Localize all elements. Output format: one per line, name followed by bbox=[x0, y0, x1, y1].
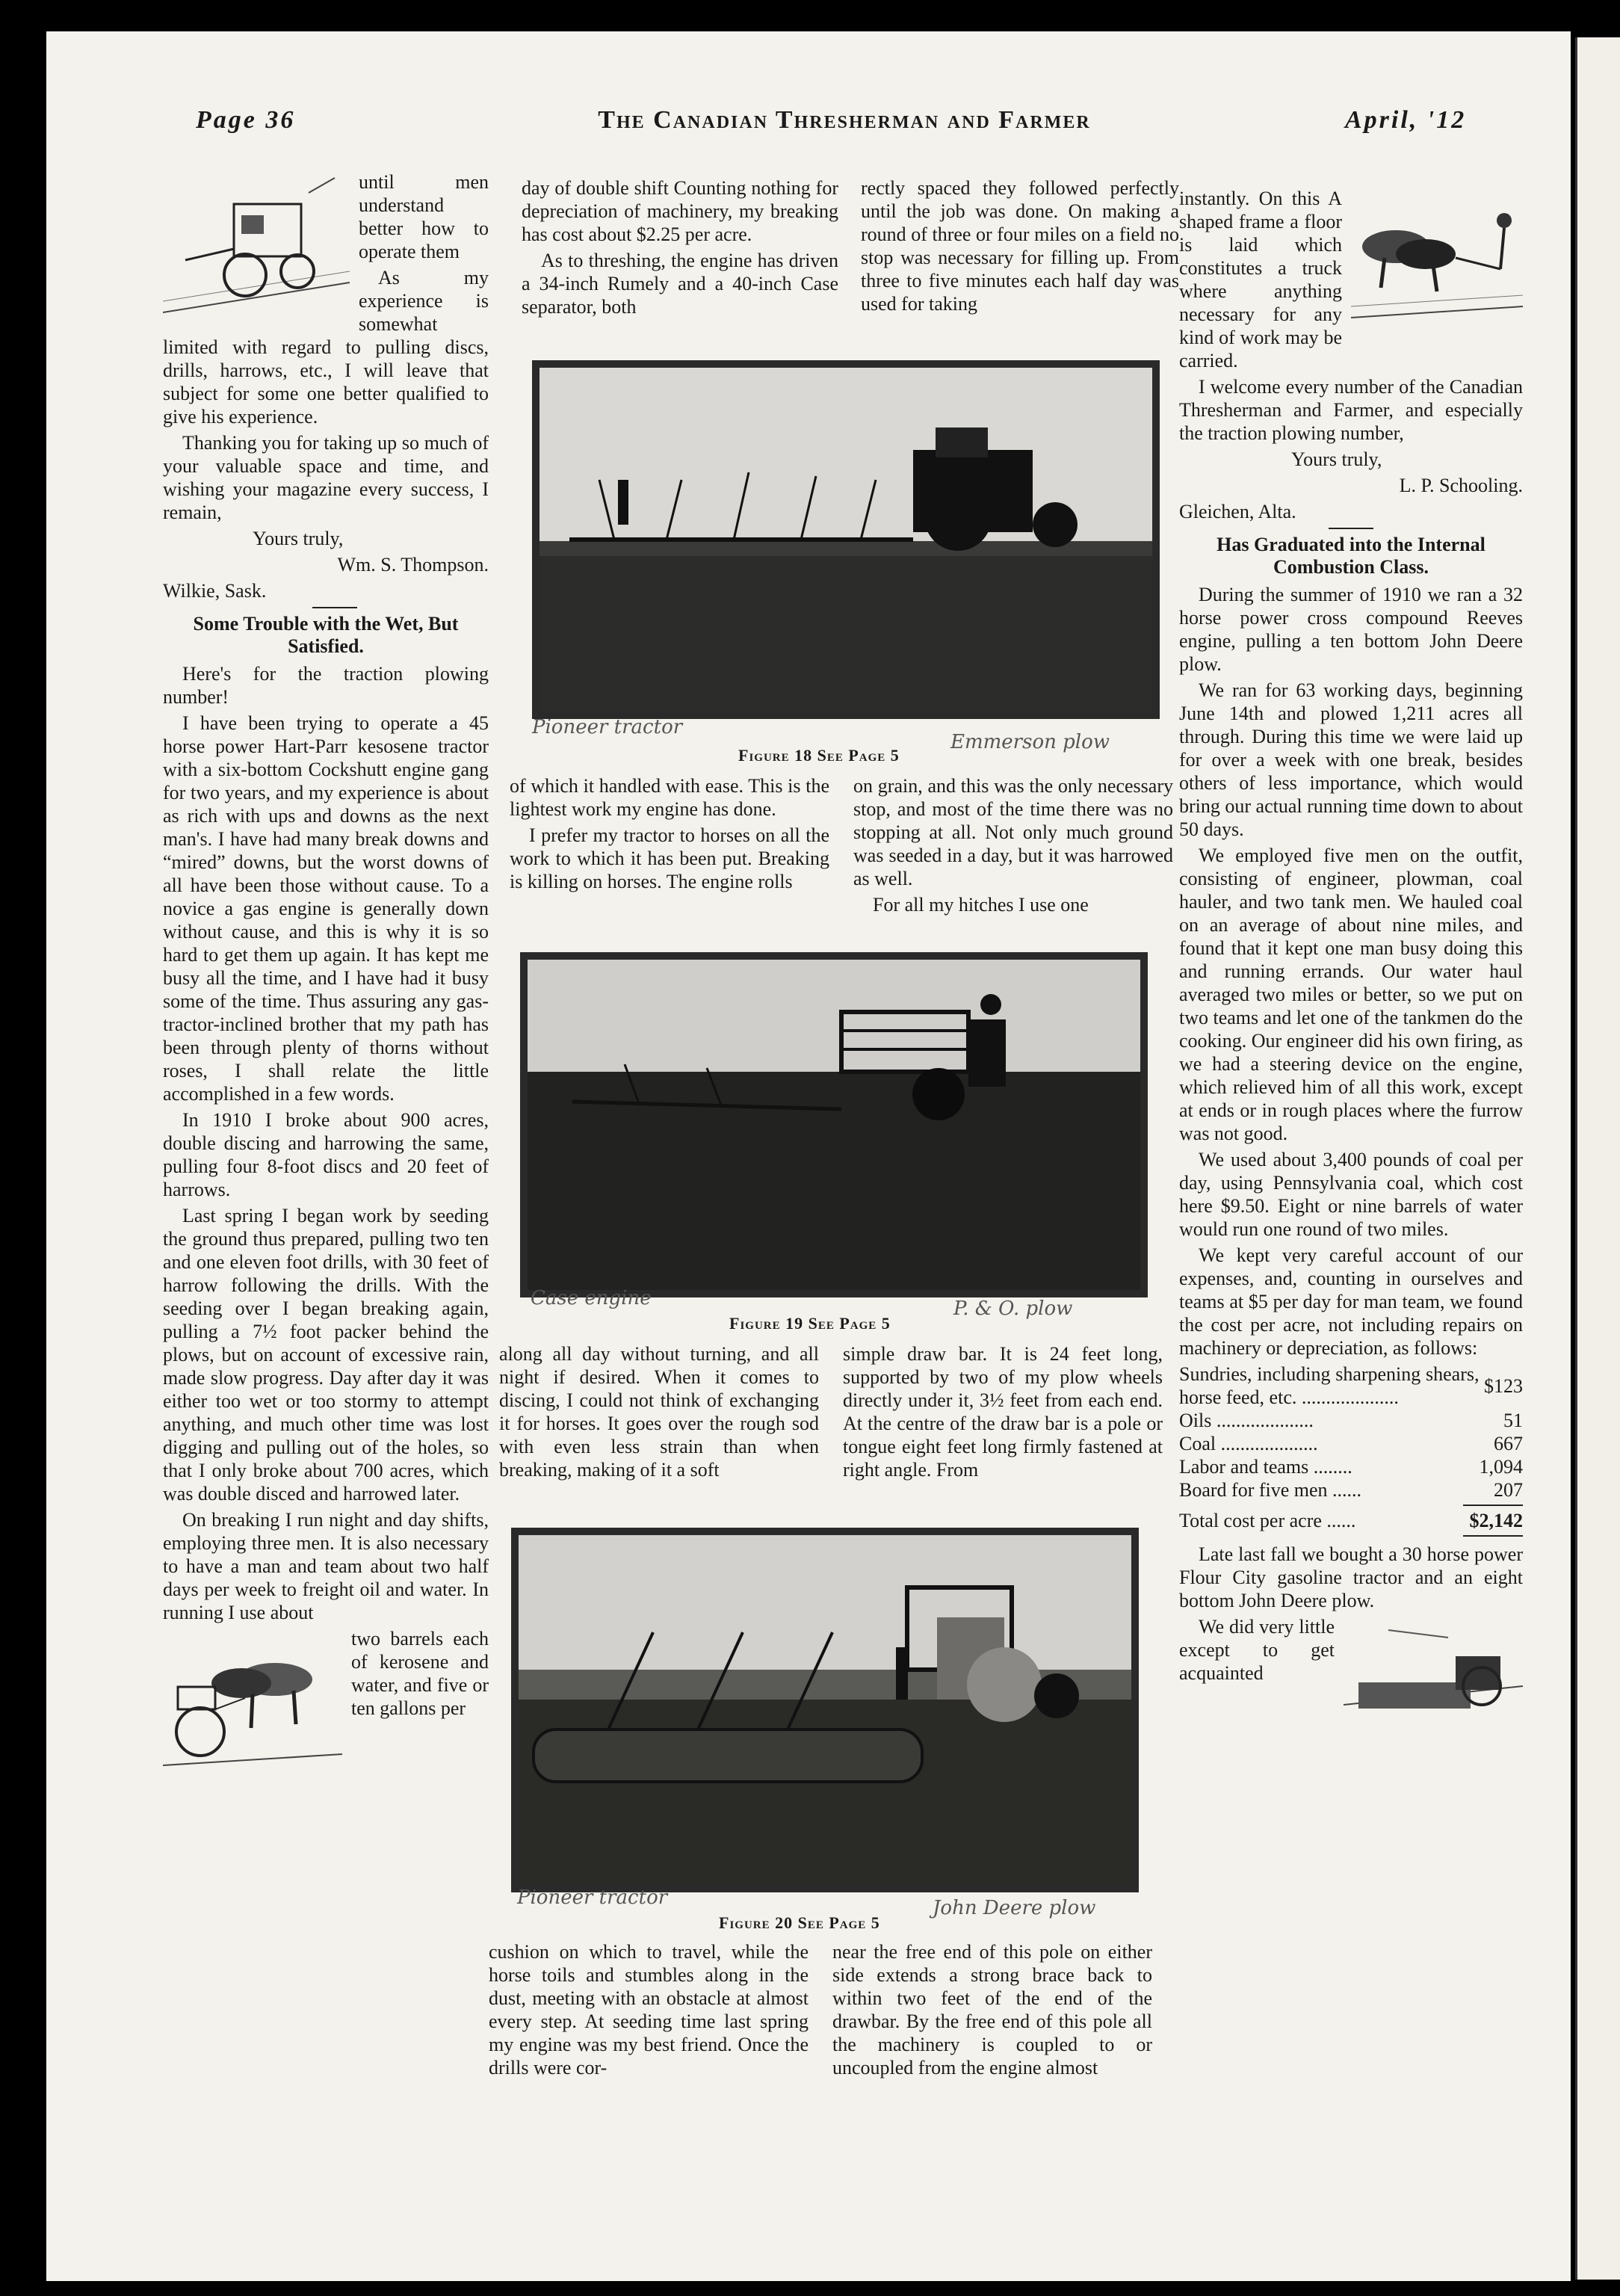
issue-date: April, '12 bbox=[1345, 106, 1467, 134]
figure-20-caption: Figure 20 See Page 5 bbox=[719, 1913, 880, 1932]
col3-mid-text: on grain, and this was the only necessary stop, and most of the time there was no stopping at all. Not only much ground was seeded in a day, but it was harrowed as well. bbox=[853, 775, 1173, 889]
next-page-edge bbox=[1575, 37, 1620, 2280]
col3-mid-text-b: For all my hitches I use one bbox=[873, 894, 1089, 916]
figure-18-note-right: Emmerson plow bbox=[950, 731, 1110, 753]
col4-heading: Has Graduated into the Internal Combustion Class. bbox=[1216, 534, 1485, 578]
figure-19-note-right: P. & O. plow bbox=[953, 1297, 1073, 1320]
figure-20-note-right: John Deere plow bbox=[933, 1897, 1096, 1919]
col4-paragraph-4: We ran for 63 working days, beginning June 14th and plowed 1,211 acres all through. During this time we were laid up for over a week with one break, besides others of less importance, which would bring our actual running time down to about 50 days. bbox=[1179, 679, 1523, 840]
cost-row bbox=[1179, 1363, 1523, 1409]
col4-paragraph-6: We used about 3,400 pounds of coal per day, using Pennsylvania coal, which cost here $9.50. Eight or nine barrels of water would run one round of two miles. bbox=[1179, 1149, 1523, 1240]
cost-row bbox=[1179, 1455, 1523, 1478]
ox-plow-sketch-illustration bbox=[1351, 187, 1523, 329]
cost-label: Coal .................... bbox=[1179, 1433, 1318, 1454]
col2-mid-text: of which it handled with ease. This is the lightest work my engine has done. bbox=[510, 775, 829, 820]
figure-19-caption: Figure 19 See Page 5 bbox=[729, 1314, 891, 1333]
magazine-title: The Canadian Thresherman and Farmer bbox=[598, 106, 1091, 134]
figure-18-photo bbox=[532, 360, 1160, 719]
figure-18-note-left: Pioneer tractor bbox=[532, 716, 683, 738]
cost-amount: 1,094 bbox=[1479, 1456, 1523, 1478]
cost-amount: 667 bbox=[1494, 1433, 1523, 1454]
col4-paragraph-3: During the summer of 1910 we ran a 32 horse power cross compound Reeves engine, pulling a ten bottom John Deere plow. bbox=[1179, 584, 1523, 675]
figure-19-note-left: Case engine bbox=[531, 1287, 652, 1309]
col4-rule bbox=[1329, 528, 1373, 529]
figure-19-photo bbox=[520, 952, 1148, 1297]
col1-paragraph-6: In 1910 I broke about 900 acres, double discing and harrowing the same, pulling four 8-foot discs and 20 feet of harrows. bbox=[163, 1109, 489, 1200]
cost-label: Labor and teams ........ bbox=[1179, 1456, 1352, 1478]
col2-top-text: day of double shift Counting nothing for depreciation of machinery, my breaking has cost about $2.25 per acre. bbox=[522, 177, 838, 245]
tractor-plow-photo bbox=[540, 368, 1152, 712]
cost-label: Sundries, including sharpening shears, horse feed, etc. .................... bbox=[1179, 1363, 1480, 1408]
horse-team-sketch-illustration bbox=[163, 1627, 342, 1777]
col1-heading: Some Trouble with the Wet, But Satisfied. bbox=[193, 613, 459, 657]
col1-sign-yours: Yours truly, bbox=[253, 528, 344, 549]
cost-label: Oils .................... bbox=[1179, 1410, 1314, 1431]
col4-paragraph-2: I welcome every number of the Canadian Thresherman and Farmer, and especially the traction plowing number, bbox=[1179, 376, 1523, 444]
col3-bottom-text: near the free end of this pole on either side extends a strong brace back to within two feet of the end of the drawbar. By the free end of this pole all the machinery is coupled to or uncoupled from the engine almost bbox=[832, 1941, 1152, 2079]
cost-row bbox=[1179, 1409, 1523, 1432]
cost-table bbox=[1179, 1363, 1523, 1502]
col2-top-text-b: As to threshing, the engine has driven a 34-inch Rumely and a 40-inch Case separator, both bbox=[522, 250, 838, 318]
col4-paragraph-9: We did very little except to get acquainted bbox=[1179, 1616, 1335, 1684]
col1-paragraph-9: two barrels each of kerosene and water, and five or ten gallons per bbox=[351, 1628, 489, 1719]
column-3-bottom bbox=[832, 1940, 1152, 2082]
figure-20-note-left: Pioneer tractor bbox=[517, 1886, 668, 1909]
column-3-low bbox=[843, 1342, 1163, 1484]
col4-sign-yours: Yours truly, bbox=[1291, 448, 1382, 470]
engine-sketch-illustration bbox=[163, 170, 350, 320]
col1-paragraph-7: Last spring I began work by seeding the ground thus prepared, pulling two ten and one eleven foot drills, with 30 feet of harrow following the drills. With the seeding over I began breaking again, pulling a 7½ foot packer behind the plows, but on account of excessive rain, made slow progress. Day after day it was either too wet or too stormy to attempt anything, and much other time was lost digging and pulling out of the holes, so that I only broke about 700 acres, which was double disced and harrowed later. bbox=[163, 1205, 489, 1505]
cost-label: Board for five men ...... bbox=[1179, 1479, 1362, 1501]
cost-amount: 51 bbox=[1503, 1410, 1523, 1431]
col4-paragraph-7: We kept very careful account of our expenses, and, counting in ourselves and teams at $5 per day for man team, we found the cost per acre, not including repairs on machinery or depreciation, as follows: bbox=[1179, 1244, 1523, 1359]
column-2-bottom bbox=[489, 1940, 809, 2082]
figure-18-caption: Figure 18 See Page 5 bbox=[738, 746, 900, 765]
col4-sign-name: L. P. Schooling. bbox=[1399, 475, 1523, 496]
col1-paragraph-2: As my experience is somewhat limited with regard to pulling discs, drills, harrows, etc., I will leave that subject for some one better qualified to give his experience. bbox=[163, 267, 489, 428]
col1-sign-place: Wilkie, Sask. bbox=[163, 580, 267, 602]
total-amount: $2,142 bbox=[1469, 1510, 1523, 1531]
col1-paragraph-4: Here's for the traction plowing number! bbox=[163, 663, 489, 708]
col1-paragraph-8: On breaking I run night and day shifts, employing three men. It is also necessary to have a man and team about two half days per week to freight oil and water. In running I use about bbox=[163, 1509, 489, 1623]
column-1 bbox=[163, 170, 489, 1780]
total-rule bbox=[1463, 1505, 1523, 1506]
steam-engine-plow-photo bbox=[528, 960, 1140, 1290]
cost-amount: $123 bbox=[1484, 1374, 1523, 1397]
column-3-mid bbox=[853, 774, 1173, 919]
cost-row bbox=[1179, 1432, 1523, 1455]
col4-paragraph-8: Late last fall we bought a 30 horse power Flour City gasoline tractor and an eight bottom John Deere plow. bbox=[1179, 1543, 1523, 1611]
cost-row bbox=[1179, 1478, 1523, 1502]
col4-sign-place: Gleichen, Alta. bbox=[1179, 501, 1296, 522]
col2-low-text: along all day without turning, and all night if desired. When it comes to discing, I could not think of exchanging it for horses. It goes over the rough sod with even less strain than when breaking, making of it a soft bbox=[499, 1343, 819, 1481]
cost-amount: 207 bbox=[1494, 1479, 1523, 1501]
column-2-mid bbox=[510, 774, 829, 896]
column-3-top bbox=[861, 176, 1179, 318]
cost-total bbox=[1179, 1509, 1523, 1532]
column-4 bbox=[1179, 187, 1523, 1730]
col1-paragraph-3: Thanking you for taking up so much of your valuable space and time, and wishing your magazine every success, I remain, bbox=[163, 432, 489, 523]
column-2-low bbox=[499, 1342, 819, 1484]
col2-bottom-text: cushion on which to travel, while the horse toils and stumbles along in the dust, meeting with an obstacle at almost every step. At seeding time last spring my engine was my best friend. Once the drills were cor- bbox=[489, 1941, 809, 2079]
col1-sign-name: Wm. S. Thompson. bbox=[337, 554, 489, 575]
col2-mid-text-b: I prefer my tractor to horses on all the work to which it has been put. Breaking is killing on horses. The engine rolls bbox=[510, 824, 829, 892]
gasoline-tractor-sketch-illustration bbox=[1344, 1615, 1523, 1727]
col3-low-text: simple draw bar. It is 24 feet long, supported by two of my plow wheels directly under it, 3½ feet from each end. At the centre of the draw bar is a pole or tongue eight feet long firmly fastened at right angle. From bbox=[843, 1343, 1163, 1481]
column-2-top bbox=[522, 176, 838, 321]
total-rule-bottom bbox=[1463, 1535, 1523, 1537]
figure-20-photo bbox=[511, 1528, 1139, 1892]
col4-paragraph-5: We employed five men on the outfit, consisting of engineer, plowman, coal hauler, and two tank men. We hauled coal on an average of about nine miles, and found that it kept one man busy doing this and running errands. Our water haul averaged two miles or better, so we put on two teams and let one of the tankmen do the cooking. Our engineer did his own firing, as we had a steering device on the engine, which relieved him of all this work, except at ends or in rough places where the furrow was not good. bbox=[1179, 845, 1523, 1144]
tractor-packer-photo bbox=[519, 1535, 1131, 1885]
col4-paragraph-1: instantly. On this A shaped frame a floor is laid which constitutes a truck where anything necessary for any kind of work may be carried. bbox=[1179, 188, 1342, 371]
col1-paragraph-5: I have been trying to operate a 45 horse power Hart-Parr kesosene tractor with a six-bottom Cockshutt engine gang for two years, and my experience is about as rich with ups and downs as the next man's. I have had many break downs and “mired” downs, but the worst downs of all have been those without cause. To a novice a gas engine is generally down without cause, and this is why it is so hard to get them up again. It has kept me busy all the time, and I have had it busy some of the time. Thus assuring any gas-tractor-inclined brother that my path has been through plenty of thorns without roses, I shall relate the little accomplished in a few words. bbox=[163, 712, 489, 1105]
total-label: Total cost per acre ...... bbox=[1179, 1510, 1356, 1531]
col1-paragraph-1: until men understand better how to operate them bbox=[359, 171, 489, 262]
col1-rule bbox=[312, 607, 357, 608]
col3-top-text: rectly spaced they followed perfectly until the job was done. On making a round of three or four miles on a field no stop was necessary for filling up. From three to five minutes each half day was used for taking bbox=[861, 177, 1179, 315]
page-number: Page 36 bbox=[196, 106, 296, 134]
